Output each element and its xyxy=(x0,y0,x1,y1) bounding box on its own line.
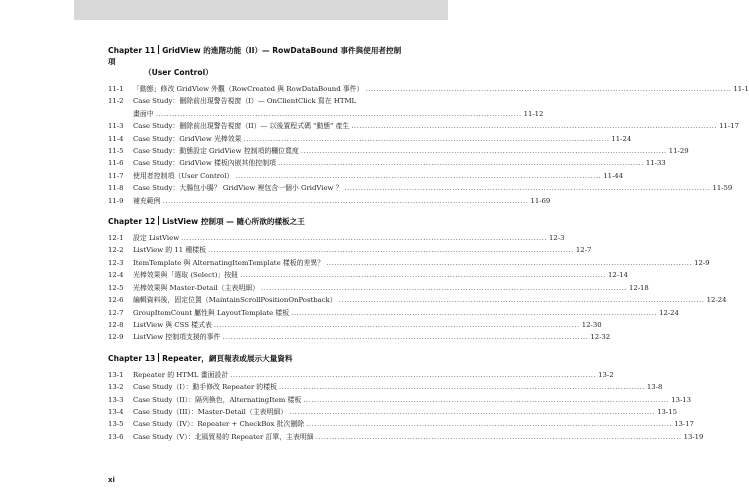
chapter-title xyxy=(108,353,408,364)
toc-entry xyxy=(108,95,544,120)
dot-leader: ........................................................................................................................................ xyxy=(213,320,580,329)
entry-title: 使用者控制項（User Control） xyxy=(133,171,234,180)
entry-number: 13-4 xyxy=(108,407,124,416)
chapter-label: Chapter 11 xyxy=(108,46,156,55)
entry-page: 13-2 xyxy=(598,370,614,379)
toc-entry xyxy=(108,319,602,331)
chapter-12 xyxy=(108,216,727,344)
toc-entry xyxy=(108,282,649,294)
dot-leader: ........................................................................................................................................ xyxy=(278,383,645,392)
entry-title: Case Study：GridView 樣板內嵌其他控制項 xyxy=(133,159,276,168)
toc-content xyxy=(108,45,749,452)
entry-page: 12-24 xyxy=(706,296,727,305)
entry-page: 13-15 xyxy=(657,407,677,416)
dot-leader: ........................................................................................................................................ xyxy=(230,370,597,379)
toc-entry xyxy=(108,232,565,244)
toc-entry xyxy=(108,170,624,182)
toc-entry xyxy=(108,133,632,145)
entry-title: Case Study：GridView 光棒效果 xyxy=(133,134,242,143)
entry-number: 12-7 xyxy=(108,308,124,317)
entry-page: 12-30 xyxy=(581,320,602,329)
entry-title: Case Study（V）：北風貿易的 Repeater 訂單，主表明細 xyxy=(133,432,314,441)
toc-entry xyxy=(108,381,663,393)
entry-page: 11-17 xyxy=(719,122,740,131)
entry-number: 11-6 xyxy=(108,159,124,168)
chapter-title xyxy=(108,45,408,78)
dot-leader: ........................................................................................................................................ xyxy=(208,246,574,255)
page-number: xi xyxy=(108,476,115,484)
entry-title: Case Study：大腸包小腸？ GridView 裡包含一個小 GridView ？ xyxy=(133,184,343,193)
entry-page: 11-24 xyxy=(611,134,632,143)
entry-number: 12-2 xyxy=(108,246,124,255)
entry-title: Case Study（IV）：Repeater + CheckBox 批次刪除 xyxy=(133,420,305,429)
top-gray-band xyxy=(74,0,448,20)
entry-title: Case Study（I）：動手修改 Repeater 的樣板 xyxy=(133,383,277,392)
entry-number: 11-1 xyxy=(108,85,124,93)
dot-leader: ........................................................................................................................................ xyxy=(243,134,610,143)
dot-leader: ........................................................................................................................................ xyxy=(222,333,589,342)
dot-leader: ........................................................................................................................................ xyxy=(351,122,718,131)
entry-number: 11-9 xyxy=(108,196,124,205)
entry-number: 12-1 xyxy=(108,234,124,243)
entry-title: 光棒效果與 Master-Detail（主表明細） xyxy=(133,283,260,292)
entry-page: 12-7 xyxy=(575,246,592,255)
entry-page: 11-12 xyxy=(523,109,544,118)
entry-title: Case Study（III）：Master-Detail（主表明細） xyxy=(133,407,288,416)
entry-number: 12-5 xyxy=(108,283,124,292)
entry-number: 13-6 xyxy=(108,432,124,441)
chapter-title-text: Repeater，網頁報表或展示大量資料 xyxy=(162,353,293,363)
dot-leader: ........................................................................................................................................ xyxy=(315,432,682,441)
entry-page: 13-13 xyxy=(671,395,692,404)
entry-page: 11-44 xyxy=(603,171,624,180)
dot-leader: ........................................................................................................................................ xyxy=(326,258,693,267)
chapter-title-text: GridView 的進階功能（II）— RowDataBound 事件與使用者控制項 xyxy=(108,46,402,66)
dot-leader: ........................................................................................................................................ xyxy=(289,407,656,416)
dot-leader: ........................................................................................................................................ xyxy=(303,395,670,404)
entry-title: Case Study：動態設定 GridView 控制項的欄位寬度 xyxy=(133,147,299,156)
toc-entry xyxy=(108,406,677,418)
entry-page: 13-17 xyxy=(674,420,694,429)
chapter-13 xyxy=(108,353,704,443)
toc-entry xyxy=(108,182,733,194)
toc-entry xyxy=(108,244,592,256)
entry-number: 11-3 xyxy=(108,122,124,131)
entry-title: ListView 與 CSS 樣式表 xyxy=(133,320,212,329)
entry-page: 12-18 xyxy=(628,283,649,292)
dot-leader: ........................................................................................................................................ xyxy=(235,171,602,180)
entry-title: ListView 控制項支援的事件 xyxy=(133,333,221,342)
toc-entry xyxy=(108,145,689,157)
entry-number: 12-6 xyxy=(108,296,124,305)
dot-leader: ........................................................................................................................................ xyxy=(155,109,522,118)
chapter-title xyxy=(108,216,408,227)
toc-entry xyxy=(108,331,611,343)
entry-title: 補充範例 xyxy=(133,196,161,205)
entry-number: 13-2 xyxy=(108,383,124,392)
entry-number: 13-5 xyxy=(108,420,124,429)
entry-page: 13-8 xyxy=(646,383,663,392)
entry-title: Repeater 的 HTML 畫面設計 xyxy=(133,370,229,379)
chapter-11 xyxy=(108,45,749,207)
dot-leader: ........................................................................................................................................ xyxy=(162,196,529,205)
entry-page: 12-9 xyxy=(694,258,710,267)
chapter-label: Chapter 12 xyxy=(108,217,156,227)
entry-title: ItemTemplate 與 AlternatingItemTemplate 樣板的差異？ xyxy=(133,258,325,267)
toc-entry xyxy=(108,120,740,132)
toc-entry xyxy=(108,369,614,381)
entry-number: 13-1 xyxy=(108,370,124,379)
entry-number: 11-2 xyxy=(108,97,124,106)
entry-page: 11-59 xyxy=(712,184,733,193)
entry-number: 11-5 xyxy=(108,147,124,156)
toc-entry xyxy=(108,195,551,207)
entry-title: GroupItemCount 屬性與 LayoutTemplate 樣板 xyxy=(133,308,290,317)
toc-entry xyxy=(108,307,679,319)
toc-entry xyxy=(108,394,692,406)
toc-entry xyxy=(108,294,727,306)
entry-page: 12-32 xyxy=(590,333,611,342)
toc-entry xyxy=(108,431,704,443)
entry-title: Case Study（II）：隔列換色，AlternatingItem 樣板 xyxy=(133,395,302,404)
dot-leader: ........................................................................................................................................ xyxy=(306,420,673,429)
entry-title: ListView 的 11 種樣板 xyxy=(133,246,207,255)
toc-entry xyxy=(108,157,666,169)
entry-number: 12-9 xyxy=(108,333,124,342)
title-divider xyxy=(158,45,159,54)
entry-page: 11-29 xyxy=(668,147,689,156)
dot-leader: ........................................................................................................................................ xyxy=(277,159,644,168)
entry-page: 12-3 xyxy=(548,234,565,243)
entry-number: 11-8 xyxy=(108,184,124,193)
entry-title: 設定 ListView xyxy=(133,234,180,243)
entry-page: 11-33 xyxy=(645,159,666,168)
entry-number: 11-4 xyxy=(108,134,124,143)
entry-title-cont: 畫面中 xyxy=(133,109,154,118)
entry-title: 編輯資料後，固定位置（MaintainScrollPositionOnPostback） xyxy=(133,296,337,305)
entry-page: 12-14 xyxy=(607,271,628,280)
entry-number: 12-4 xyxy=(108,271,124,280)
entry-number: 13-3 xyxy=(108,395,124,404)
dot-leader: ........................................................................................................................................ xyxy=(344,184,711,193)
toc-entry xyxy=(108,257,710,269)
dot-leader: ........................................................................................................................................ xyxy=(261,283,627,292)
entry-page: 11-1 xyxy=(733,85,749,93)
entry-page: 13-19 xyxy=(683,432,704,441)
toc-entry xyxy=(108,269,628,281)
entry-title: 光棒效果與「選取 (Select)」按鈕 xyxy=(133,271,239,280)
entry-number: 12-3 xyxy=(108,258,124,267)
dot-leader: ........................................................................................................................................ xyxy=(300,147,667,156)
chapter-title-text: ListView 控制項 — 隨心所欲的樣板之王 xyxy=(162,217,305,227)
entry-page: 11-69 xyxy=(530,196,551,205)
dot-leader: ........................................................................................................................................ xyxy=(181,234,547,243)
entry-page: 12-24 xyxy=(659,308,679,317)
dot-leader: ........................................................................................................................................ xyxy=(291,308,658,317)
dot-leader: ........................................................................................................................................ xyxy=(365,85,732,93)
entry-title: 「動態」修改 GridView 外觀（RowCreated 與 RowDataBound 事件） xyxy=(133,85,364,93)
entry-title: Case Study：刪除前出現警告視窗（II）— 以後置程式碼 "動態" 產生 xyxy=(133,122,350,131)
entry-number: 11-7 xyxy=(108,171,124,180)
title-divider xyxy=(158,216,159,225)
entry-number: 12-8 xyxy=(108,320,124,329)
toc-entry xyxy=(108,83,749,95)
dot-leader: ........................................................................................................................................ xyxy=(240,271,606,280)
chapter-title-continuation: （User Control） xyxy=(144,68,213,77)
chapter-label: Chapter 13 xyxy=(108,353,156,363)
title-divider xyxy=(158,353,159,362)
toc-entry xyxy=(108,418,694,430)
dot-leader: ........................................................................................................................................ xyxy=(338,296,705,305)
entry-title: Case Study：刪除前出現警告視窗（I）— OnClientClick 寫在 HTML xyxy=(133,97,357,106)
